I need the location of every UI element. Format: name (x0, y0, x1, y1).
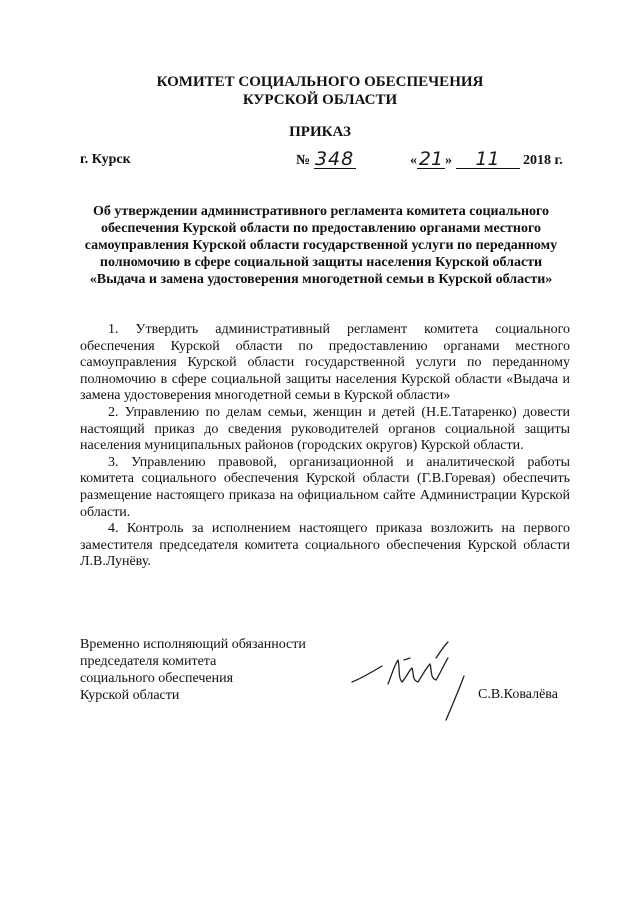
order-body (80, 322, 570, 571)
paragraph-4: 4. Контроль за исполнением настоящего приказа возложить на первого заместителя председателя комитета социального обеспечения Курской области Л.В.Лунёву. (80, 521, 570, 570)
date-day-handwritten: 21 (418, 148, 444, 170)
date-quote-open: « (410, 153, 417, 168)
handwritten-signature (348, 638, 468, 722)
document-type: ПРИКАЗ (289, 124, 351, 140)
organization-name-line2: КУРСКОЙ ОБЛАСТИ (242, 92, 398, 108)
date-quote-close: » (445, 153, 452, 168)
paragraph-1: 1. Утвердить административный регламент комитета социального обеспечения Курской области по предоставлению органами местного самоуправления Курской области государственной услуги по переданному полномочию в сфере социальной защиты населения Курской области «Выдача и замена удостоверения многодетной семьи в Курской области» (80, 322, 570, 404)
signatory-title-line1: Временно исполняющий обязанности (80, 637, 306, 652)
date-month-handwritten: 11 (456, 152, 520, 169)
order-subject: Об утверждении административного регламента комитета социального обеспечения Курской области по предоставлению органами местного самоуправления Курской области государственной услуги по переданному полномочию в сфере социальной защиты населения Курской области «Выдача и замена удостоверения многодетной семьи в Курской области» (84, 204, 558, 287)
signatory-title-line2: председателя комитета (80, 654, 217, 669)
organization-name-line1: КОМИТЕТ СОЦИАЛЬНОГО ОБЕСПЕЧЕНИЯ (156, 74, 484, 90)
paragraph-3: 3. Управлению правовой, организационной и аналитической работы комитета социального обеспечения Курской области (Г.В.Горевая) обеспечить размещение настоящего приказа на официальном сайте Администрации Курской области. (80, 454, 570, 520)
order-date-field (410, 148, 563, 170)
signatory-title-line3: социального обеспечения (80, 671, 234, 686)
paragraph-2: 2. Управлению по делам семьи, женщин и детей (Н.Е.Татаренко) довести настоящий приказ до сведения руководителей органов социальной защиты населения муниципальных районов (городских округов) Курской области. (80, 404, 570, 454)
date-year: 2018 г. (523, 153, 563, 168)
signatory-title (80, 636, 306, 704)
order-number-handwritten: 348 (314, 148, 355, 170)
organization-name (0, 73, 640, 109)
signatory-name: С.В.Ковалёва (478, 687, 558, 702)
signatory-title-line4: Курской области (80, 688, 180, 703)
city: г. Курск (80, 152, 131, 167)
order-number-field (296, 148, 356, 170)
number-sign: № (296, 153, 311, 168)
